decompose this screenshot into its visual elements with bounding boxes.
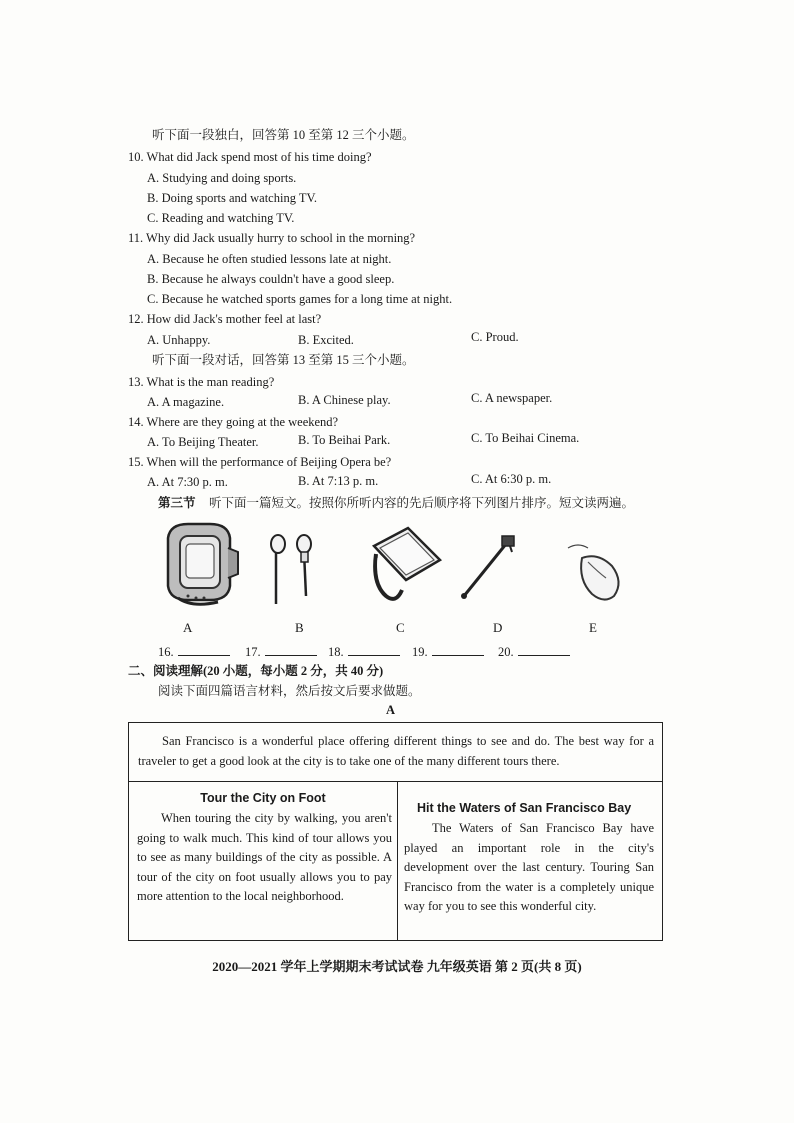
q10-option-c: C. Reading and watching TV.: [147, 211, 295, 225]
q14-option-b: B. To Beihai Park.: [298, 433, 391, 447]
smartwatch-icon: [158, 518, 242, 610]
picture-label-b: B: [295, 620, 304, 635]
left-column-title: Tour the City on Foot: [200, 791, 326, 805]
picture-label-e: E: [589, 620, 597, 635]
page-footer: 2020—2021 学年上学期期末考试试卷 九年级英语 第 2 页(共 8 页): [212, 959, 582, 974]
blank-number: 18.: [328, 645, 344, 659]
answer-blank-18[interactable]: [328, 642, 400, 660]
q12-option-a: A. Unhappy.: [147, 333, 211, 347]
reading-instruction: 阅读下面四篇语言材料，然后按文后要求做题。: [158, 684, 421, 698]
blank-number: 19.: [412, 645, 428, 659]
earphones-icon: [262, 532, 324, 612]
answer-blank-17[interactable]: [245, 642, 317, 660]
q13-option-c: C. A newspaper.: [471, 391, 553, 405]
tablet-icon: [366, 524, 448, 608]
question-13: 13. What is the man reading?: [128, 375, 275, 389]
q14-option-a: A. To Beijing Theater.: [147, 435, 259, 449]
q10-option-b: B. Doing sports and watching TV.: [147, 191, 318, 205]
blank-number: 16.: [158, 645, 174, 659]
q15-option-b: B. At 7:13 p. m.: [298, 474, 379, 488]
left-column-body: When touring the city by walking, you aren't going to walk much. This kind of tour allows you to see as many buildings of the city as possible. A tour of the city on foot usually allows you to pay more attention to the local neighborhood.: [137, 811, 392, 903]
blank-number: 20.: [498, 645, 514, 659]
passage-intro: San Francisco is a wonderful place offering different things to see and do. The best way for a traveler to get a good look at the city is to take one of the many different tours there.: [138, 734, 654, 768]
picture-label-d: D: [493, 620, 503, 635]
right-column-title: Hit the Waters of San Francisco Bay: [417, 801, 632, 815]
reading-heading: 二、阅读理解(20 小题，每小题 2 分，共 40 分): [128, 664, 384, 678]
dialog-intro: 听下面一段对话，回答第 13 至第 15 三个小题。: [152, 353, 415, 367]
question-10: 10. What did Jack spend most of his time doing?: [128, 150, 372, 164]
question-11: 11. Why did Jack usually hurry to school in the morning?: [128, 231, 416, 245]
section3-heading: 第三节: [158, 496, 196, 510]
answer-blank-16[interactable]: [158, 642, 230, 660]
q11-option-b: B. Because he always couldn't have a good sleep.: [147, 272, 395, 286]
right-column-body: The Waters of San Francisco Bay have played an important role in the city's development over the last century. Touring San Francisco from the water is a completely unique way for you to see this wonderful city.: [404, 821, 654, 913]
q13-option-b: B. A Chinese play.: [298, 393, 391, 407]
q12-option-b: B. Excited.: [298, 333, 354, 347]
answer-blank-19[interactable]: [412, 642, 484, 660]
answer-blank-20[interactable]: [498, 642, 570, 660]
q11-option-c: C. Because he watched sports games for a long time at night.: [147, 292, 453, 306]
picture-label-c: C: [396, 620, 405, 635]
q10-option-a: A. Studying and doing sports.: [147, 171, 297, 185]
column-divider: [397, 781, 398, 940]
q11-option-a: A. Because he often studied lessons late at night.: [147, 252, 392, 266]
q15-option-a: A. At 7:30 p. m.: [147, 475, 228, 489]
q13-option-a: A. A magazine.: [147, 395, 225, 409]
section3-instruction: 听下面一篇短文。按照你所听内容的先后顺序将下列图片排序。短文读两遍。: [209, 496, 635, 510]
q14-option-c: C. To Beihai Cinema.: [471, 431, 580, 445]
q15-option-c: C. At 6:30 p. m.: [471, 472, 552, 486]
passage-label: A: [386, 703, 396, 717]
mouse-icon: [558, 538, 628, 606]
question-14: 14. Where are they going at the weekend?: [128, 415, 339, 429]
passage-divider: [129, 781, 662, 782]
question-15: 15. When will the performance of Beijing Opera be?: [128, 455, 392, 469]
picture-label-a: A: [183, 620, 193, 635]
question-12: 12. How did Jack's mother feel at last?: [128, 312, 322, 326]
monologue-intro: 听下面一段独白，回答第 10 至第 12 三个小题。: [152, 128, 415, 142]
q12-option-c: C. Proud.: [471, 330, 519, 344]
blank-number: 17.: [245, 645, 261, 659]
passage-box: [128, 722, 663, 941]
selfie-stick-icon: [456, 534, 520, 602]
